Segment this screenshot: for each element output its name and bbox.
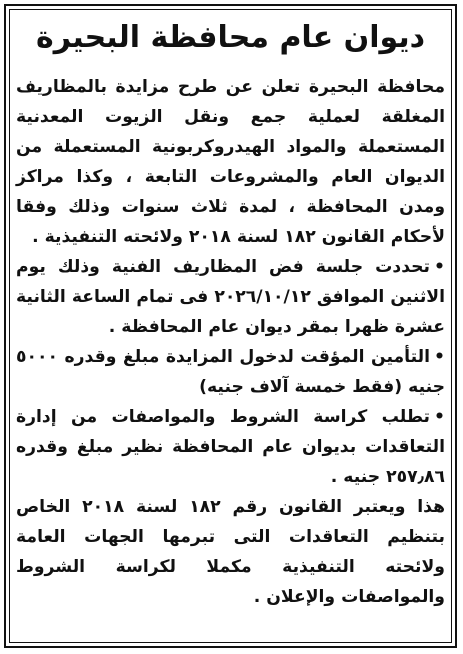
- advertisement-frame: [4, 4, 457, 648]
- intro-paragraph: محافظة البحيرة تعلن عن طرح مزايدة بالمظاريف المغلقة لعملية جمع ونقل الزيوت المعدنية المستعملة والمواد الهيدروكربونية المستعملة من الديوان العام والمشروعات التابعة ، وكذا مراكز ومدن المحافظة ، لمدة ثلاث سنوات وذلك وفقا لأحكام القانون ١٨٢ لسنة ٢٠١٨ ولائحته التنفيذية .: [16, 77, 445, 247]
- bullet-icon: •: [434, 257, 445, 277]
- bullet-item-session: [16, 252, 445, 342]
- bullet-item-booklet: [16, 402, 445, 492]
- bullet-text: تطلب كراسة الشروط والمواصفات من إدارة التعاقدات بديوان عام المحافظة نظير مبلغ وقدره ٢٥٧٫٨٦ جنيه .: [16, 407, 445, 487]
- bullet-text: تحددت جلسة فض المظاريف الفنية وذلك يوم الاثنين الموافق ٢٠٢٦/١٠/١٢ فى تمام الساعة الثانية عشرة ظهرا بمقر ديوان عام المحافظة .: [16, 257, 445, 337]
- closing-paragraph: هذا ويعتبر القانون رقم ١٨٢ لسنة ٢٠١٨ الخاص بتنظيم التعاقدات التى تبرمها الجهات العامة ولائحته التنفيذية مكملا لكراسة الشروط والمواصفات والإعلان .: [16, 497, 446, 607]
- advertisement-content: [16, 12, 445, 612]
- bullet-text: التأمين المؤقت لدخول المزايدة مبلغ وقدره ٥٠٠٠ جنيه (فقط خمسة آلاف جنيه): [16, 347, 445, 397]
- bullet-item-deposit: [16, 342, 445, 402]
- bullet-icon: •: [434, 347, 445, 367]
- page-title: ديوان عام محافظة البحيرة: [36, 20, 425, 55]
- bullet-icon: •: [434, 407, 445, 427]
